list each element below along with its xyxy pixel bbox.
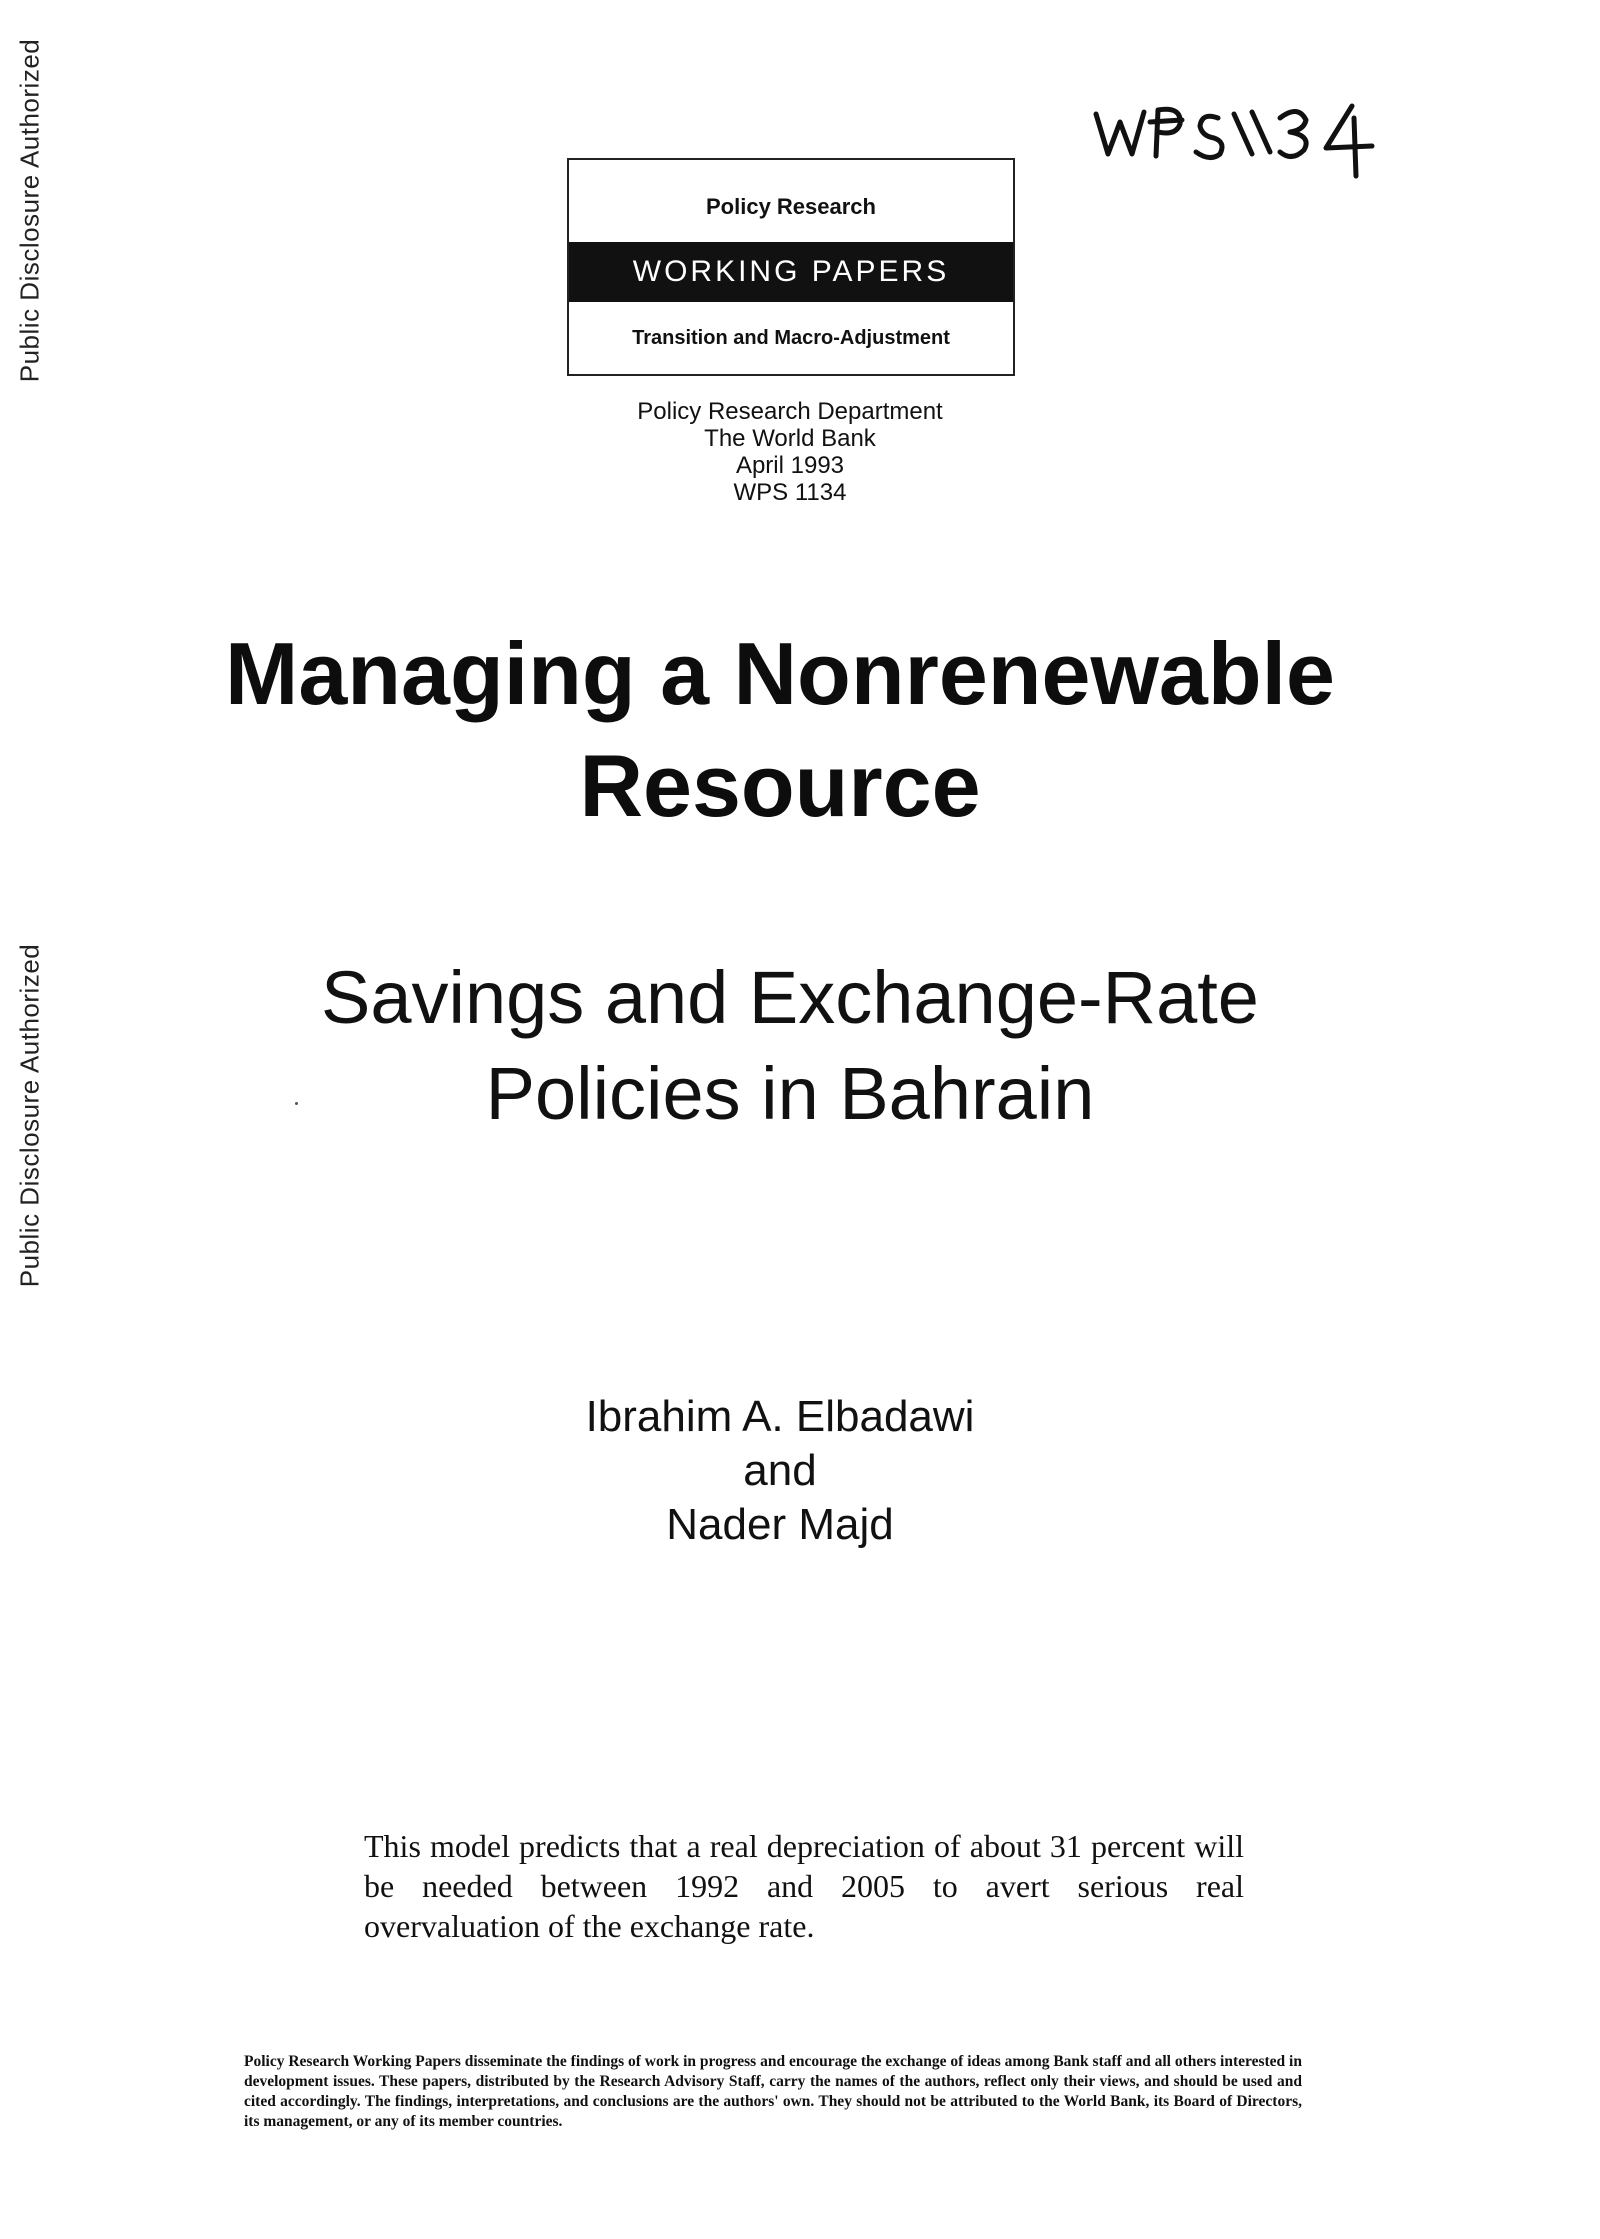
working-papers-series-box <box>567 158 1015 376</box>
disclosure-stamp-middle-text: Public Disclosure Authorized <box>14 943 45 1287</box>
disclaimer-text: Policy Research Working Papers disseminate the findings of work in progress and encourage the exchange of ideas among Bank staff and all others interested in development issues. These papers, distributed by the Research Advisory Staff, carry the names of the authors, reflect only their views, and should be used and cited accordingly. The findings, interpretations, and conclusions are the authors' own. They should not be attributed to the World Bank, its Board of Directors, its management, or any of its member countries. <box>244 2053 1302 2130</box>
subtitle-line-1: Savings and Exchange-Rate <box>321 956 1259 1039</box>
title-line-1: Managing a Nonrenewable <box>225 624 1335 723</box>
author-conjunction: and <box>743 1446 817 1495</box>
scan-speck <box>295 1102 298 1105</box>
author-1: Ibrahim A. Elbadawi <box>585 1392 975 1441</box>
summary-statement: This model predicts that a real depreciation of about 31 percent will be needed between 1992 and 2005 to avert serious real overvaluation of the exchange rate. <box>364 1828 1244 1944</box>
publication-date: April 1993 <box>735 452 845 479</box>
subtitle-line-2: Policies in Bahrain <box>485 1052 1095 1135</box>
series-band-label: WORKING PAPERS <box>569 242 1013 302</box>
series-bottom-label: Transition and Macro-Adjustment <box>632 326 950 349</box>
paper-number: WPS 1134 <box>733 479 847 506</box>
author-2: Nader Majd <box>666 1500 894 1549</box>
page-title <box>80 618 1480 842</box>
department-info <box>560 398 1020 506</box>
disclosure-stamp-top <box>8 0 52 420</box>
page-subtitle <box>100 950 1480 1142</box>
disclosure-stamp-top-text: Public Disclosure Authorized <box>14 38 45 382</box>
department-name: Policy Research Department <box>637 398 943 425</box>
handwritten-wps-code <box>1090 92 1410 182</box>
disclosure-stamp-middle <box>8 905 52 1325</box>
organization-name: The World Bank <box>704 425 876 452</box>
title-line-2: Resource <box>579 736 981 835</box>
author-list <box>480 1390 1080 1552</box>
series-top-label: Policy Research <box>706 194 876 219</box>
